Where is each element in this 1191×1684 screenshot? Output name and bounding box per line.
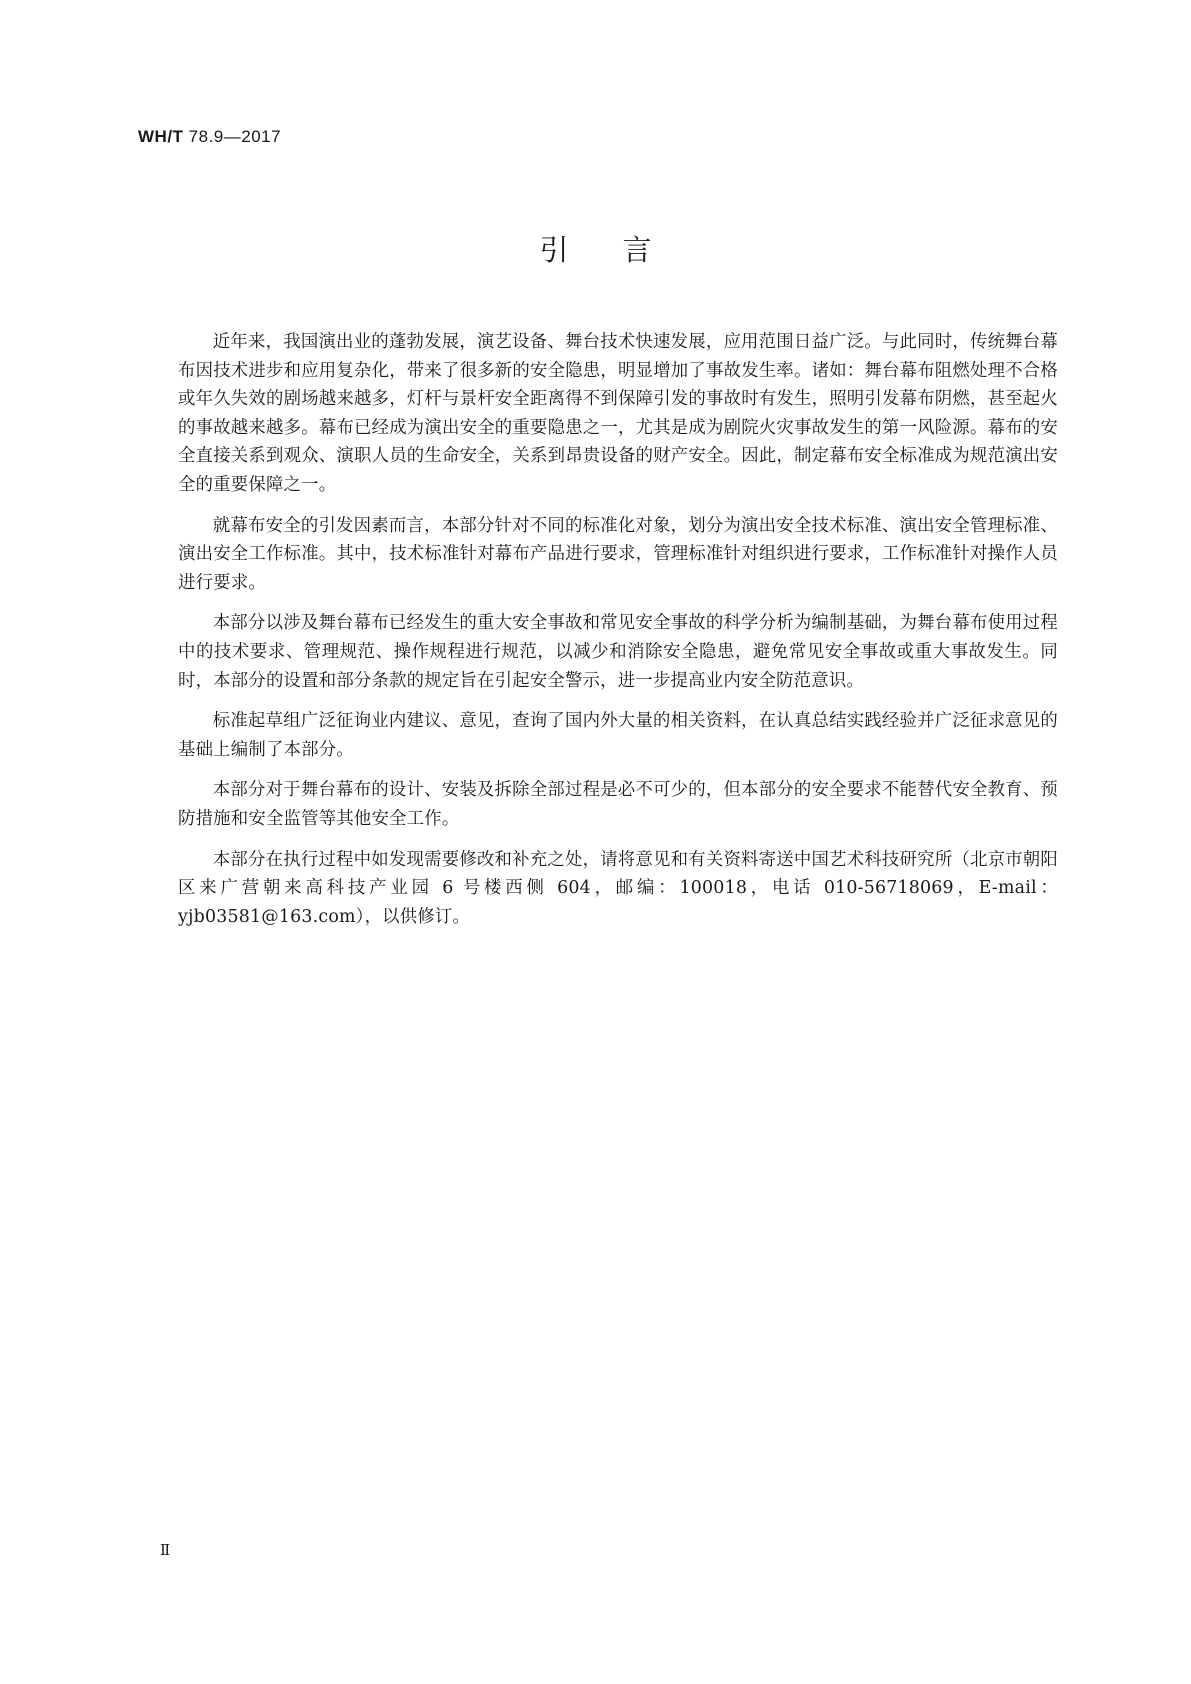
paragraph-4: 标准起草组广泛征询业内建议、意见，查询了国内外大量的相关资料，在认真总结实践经验并广泛征求意见的基础上编制了本部分。 <box>178 711 1058 760</box>
introduction-body <box>178 328 1058 943</box>
paragraph-2: 就幕布安全的引发因素而言，本部分针对不同的标准化对象，划分为演出安全技术标准、演出安全管理标准、演出安全工作标准。其中，技术标准针对幕布产品进行要求，管理标准针对组织进行要求，工作标准针对操作人员进行要求。 <box>178 515 1058 593</box>
paragraph-5: 本部分对于舞台幕布的设计、安装及拆除全部过程是必不可少的，但本部分的安全要求不能替代安全教育、预防措施和安全监管等其他安全工作。 <box>178 780 1058 829</box>
paragraph-1: 近年来，我国演出业的蓬勃发展，演艺设备、舞台技术快速发展，应用范围日益广泛。与此同时，传统舞台幕布因技术进步和应用复杂化，带来了很多新的安全隐患，明显增加了事故发生率。诸如：舞台幕布阻燃处理不合格或年久失效的剧场越来越多，灯杆与景杆安全距离得不到保障引发的事故时有发生，照明引发幕布阴燃，甚至起火的事故越来越多。幕布已经成为演出安全的重要隐患之一，尤其是成为剧院火灾事故发生的第一风险源。幕布的安全直接关系到观众、演职人员的生命安全，关系到昂贵设备的财产安全。因此，制定幕布安全标准成为规范演出安全的重要保障之一。 <box>178 332 1058 495</box>
page-title: 引言 <box>539 233 706 267</box>
paragraph-6: 本部分在执行过程中如发现需要修改和补充之处，请将意见和有关资料寄送中国艺术科技研究所（北京市朝阳区来广营朝来高科技产业园 6 号楼西侧 604，邮编：100018，电话 010-56718069，E-mail：yjb03581@163.com），以供修订。 <box>178 849 1058 927</box>
page-number: Ⅱ <box>160 1541 171 1559</box>
standard-number: 78.9—2017 <box>188 127 282 146</box>
standard-prefix: WH/T <box>138 127 184 146</box>
paragraph-3: 本部分以涉及舞台幕布已经发生的重大安全事故和常见安全事故的科学分析为编制基础，为舞台幕布使用过程中的技术要求、管理规范、操作规程进行规范，以减少和消除安全隐患，避免常见安全事故或重大事故发生。同时，本部分的设置和部分条款的规定旨在引起安全警示，进一步提高业内安全防范意识。 <box>178 613 1058 691</box>
standard-code <box>138 127 281 147</box>
